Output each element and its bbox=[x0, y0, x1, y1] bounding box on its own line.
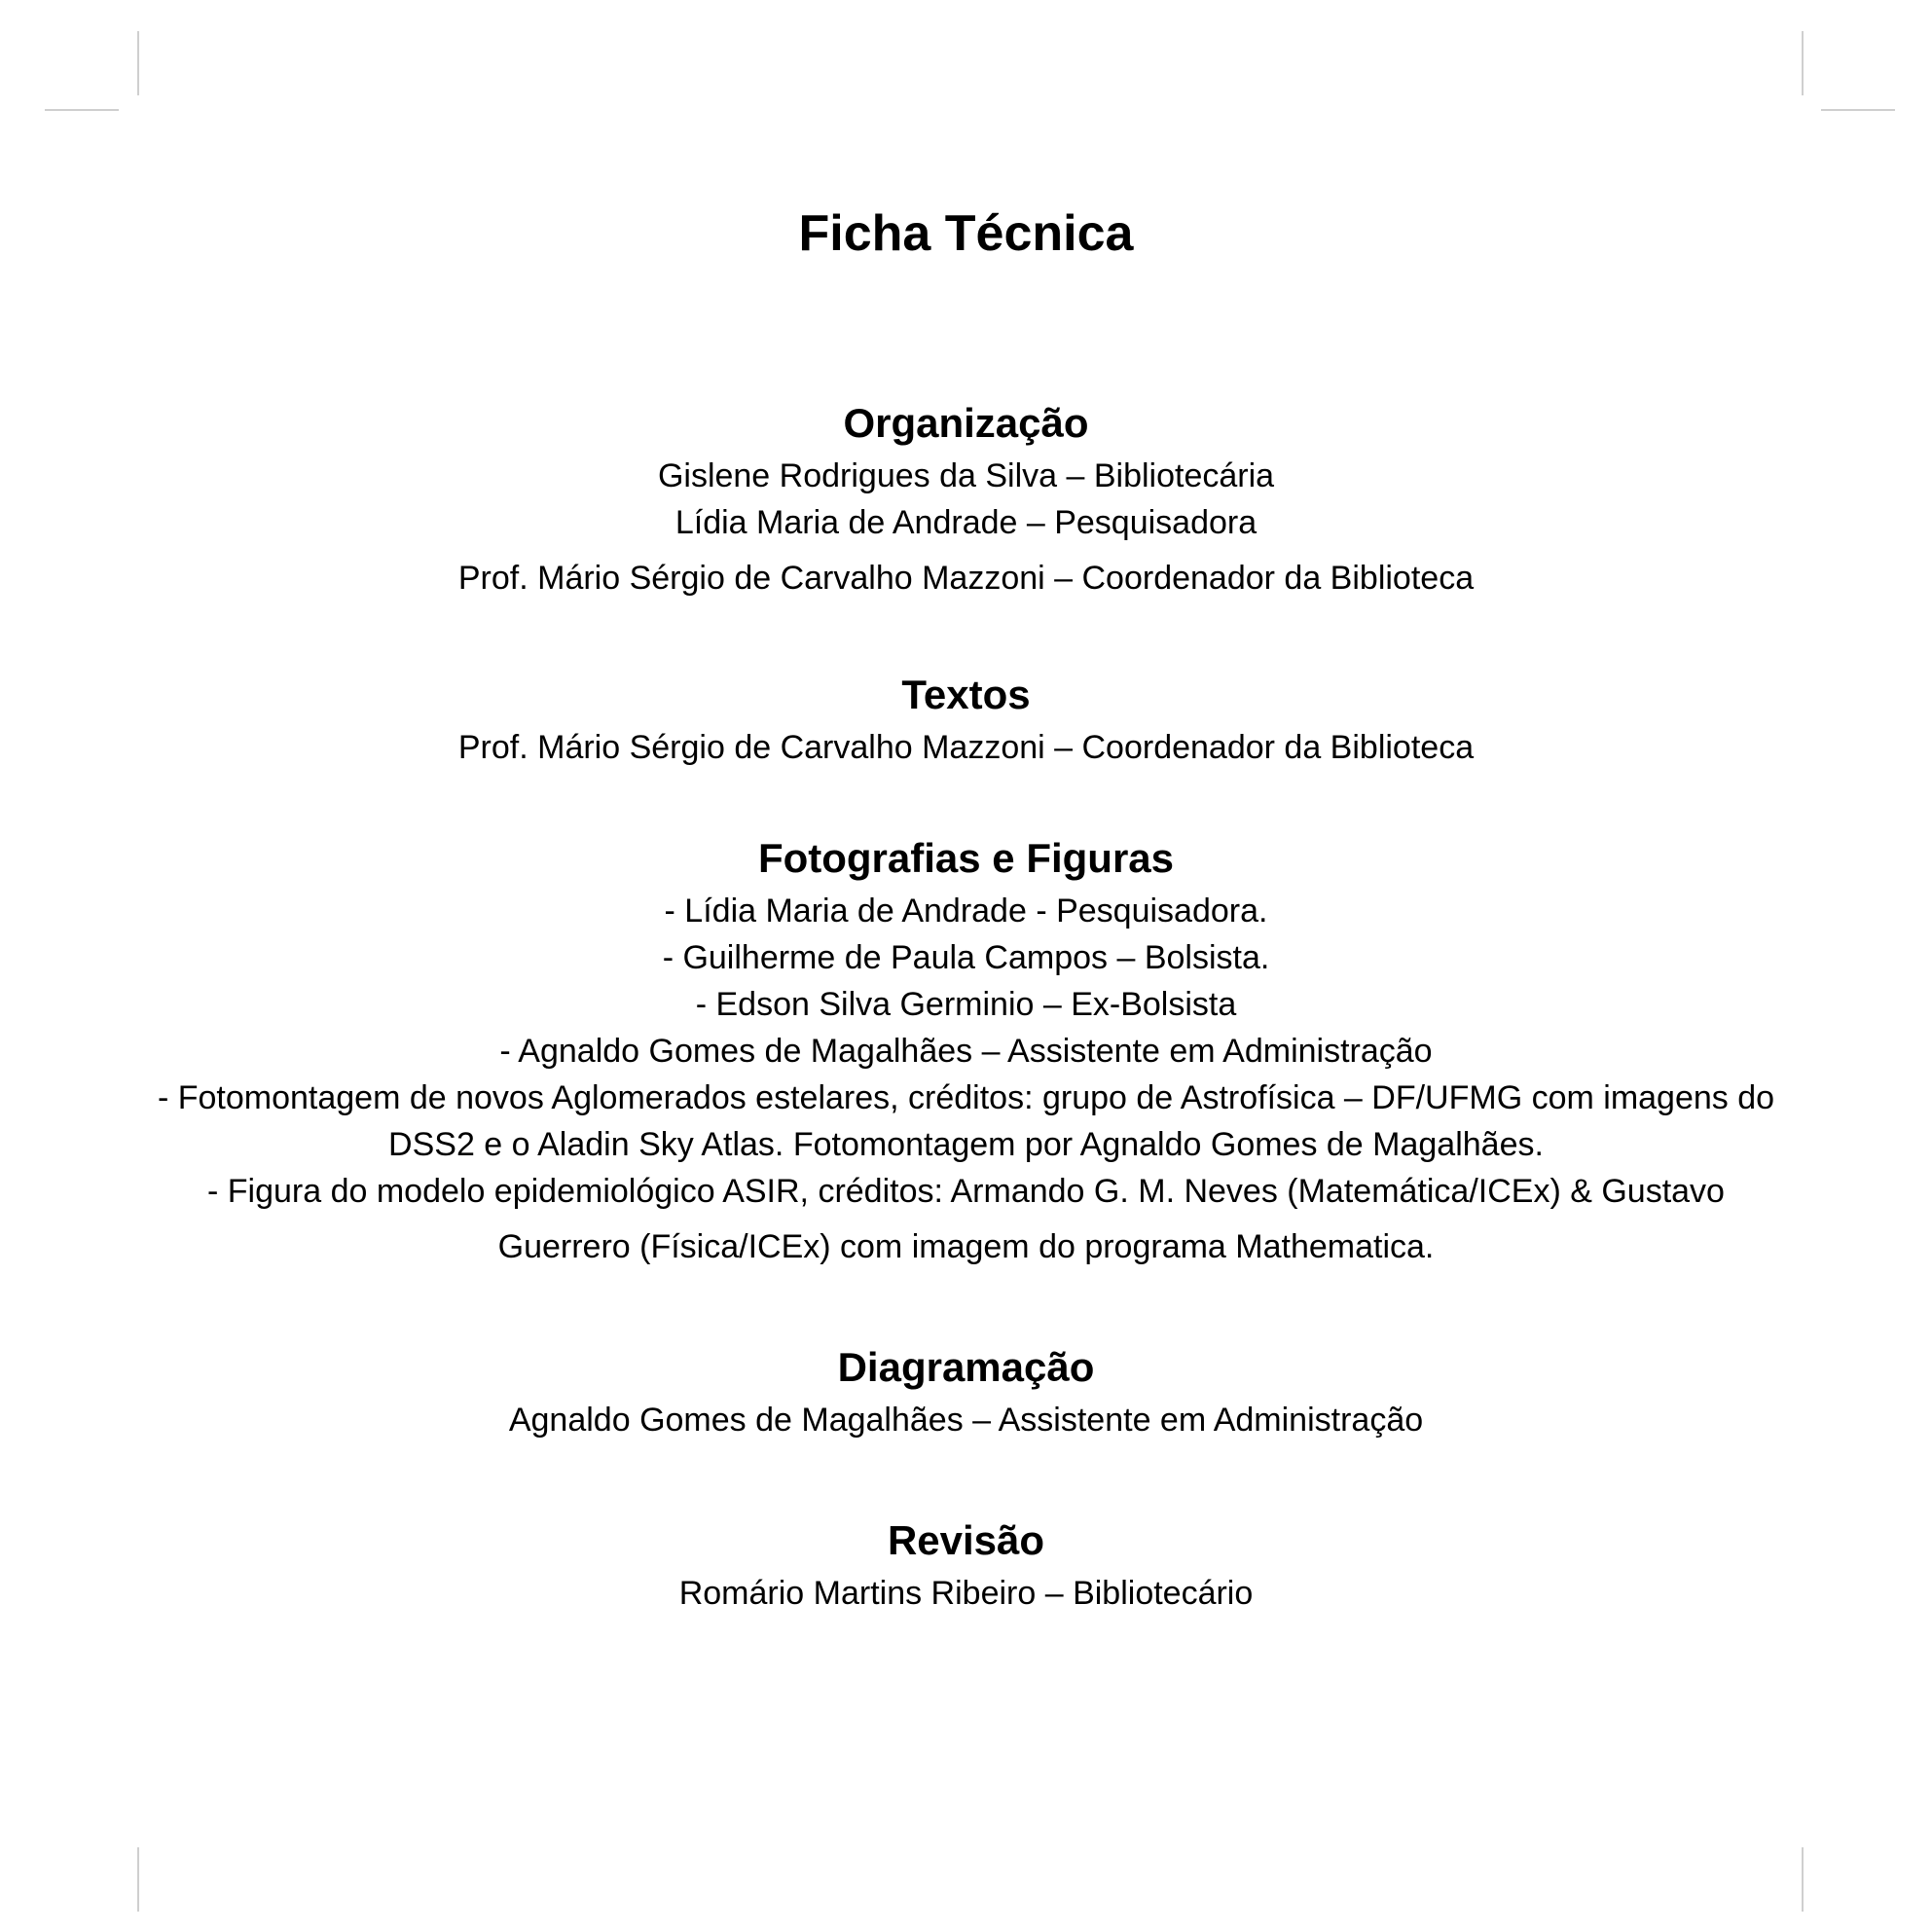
crop-mark-top-left-horizontal bbox=[45, 109, 119, 111]
organizacao-line-1: Gislene Rodrigues da Silva – Bibliotecária bbox=[657, 457, 1275, 494]
organizacao-line-3: Prof. Mário Sérgio de Carvalho Mazzoni – Coordenador da Biblioteca bbox=[457, 560, 1475, 597]
section-spacer bbox=[0, 601, 1932, 666]
section-heading-textos: Textos bbox=[901, 672, 1031, 717]
credits-content bbox=[0, 394, 1932, 1617]
section-organizacao bbox=[0, 394, 1932, 601]
crop-mark-top-left-vertical bbox=[137, 31, 139, 95]
fotografias-line-1: - Lídia Maria de Andrade - Pesquisadora. bbox=[664, 893, 1268, 930]
fotografias-line-6: DSS2 e o Aladin Sky Atlas. Fotomontagem por Agnaldo Gomes de Magalhães. bbox=[388, 1126, 1544, 1163]
organizacao-line-2: Lídia Maria de Andrade – Pesquisadora bbox=[674, 504, 1258, 541]
page-title: Ficha Técnica bbox=[798, 204, 1134, 262]
crop-mark-top-right-horizontal bbox=[1821, 109, 1895, 111]
diagramacao-line-1: Agnaldo Gomes de Magalhães – Assistente em Administração bbox=[508, 1402, 1424, 1439]
revisao-line-1: Romário Martins Ribeiro – Bibliotecário bbox=[678, 1575, 1254, 1612]
section-fotografias-figuras bbox=[0, 829, 1932, 1270]
section-heading-organizacao: Organização bbox=[843, 400, 1089, 446]
fotografias-line-8: Guerrero (Física/ICEx) com imagem do programa Mathematica. bbox=[497, 1228, 1435, 1265]
section-heading-fotografias-figuras: Fotografias e Figuras bbox=[757, 835, 1175, 881]
crop-mark-bottom-right-vertical bbox=[1802, 1847, 1804, 1912]
crop-mark-bottom-left-vertical bbox=[137, 1847, 139, 1912]
section-heading-diagramacao: Diagramação bbox=[837, 1344, 1095, 1390]
fotografias-line-2: - Guilherme de Paula Campos – Bolsista. bbox=[662, 939, 1270, 976]
section-spacer bbox=[0, 771, 1932, 829]
fotografias-line-5: - Fotomontagem de novos Aglomerados estelares, créditos: grupo de Astrofísica – DF/UFMG com imagens do bbox=[157, 1079, 1775, 1116]
section-revisao bbox=[0, 1512, 1932, 1617]
section-spacer bbox=[0, 1443, 1932, 1512]
section-spacer bbox=[0, 1270, 1932, 1338]
fotografias-line-7: - Figura do modelo epidemiológico ASIR, créditos: Armando G. M. Neves (Matemática/ICEx) & Gustavo bbox=[207, 1173, 1725, 1210]
fotografias-line-3: - Edson Silva Germinio – Ex-Bolsista bbox=[695, 986, 1237, 1023]
section-heading-revisao: Revisão bbox=[887, 1517, 1045, 1563]
crop-mark-top-right-vertical bbox=[1802, 31, 1804, 95]
section-textos bbox=[0, 666, 1932, 771]
textos-line-1: Prof. Mário Sérgio de Carvalho Mazzoni – Coordenador da Biblioteca bbox=[457, 729, 1475, 766]
section-diagramacao bbox=[0, 1338, 1932, 1443]
fotografias-line-4: - Agnaldo Gomes de Magalhães – Assistente em Administração bbox=[499, 1033, 1433, 1070]
